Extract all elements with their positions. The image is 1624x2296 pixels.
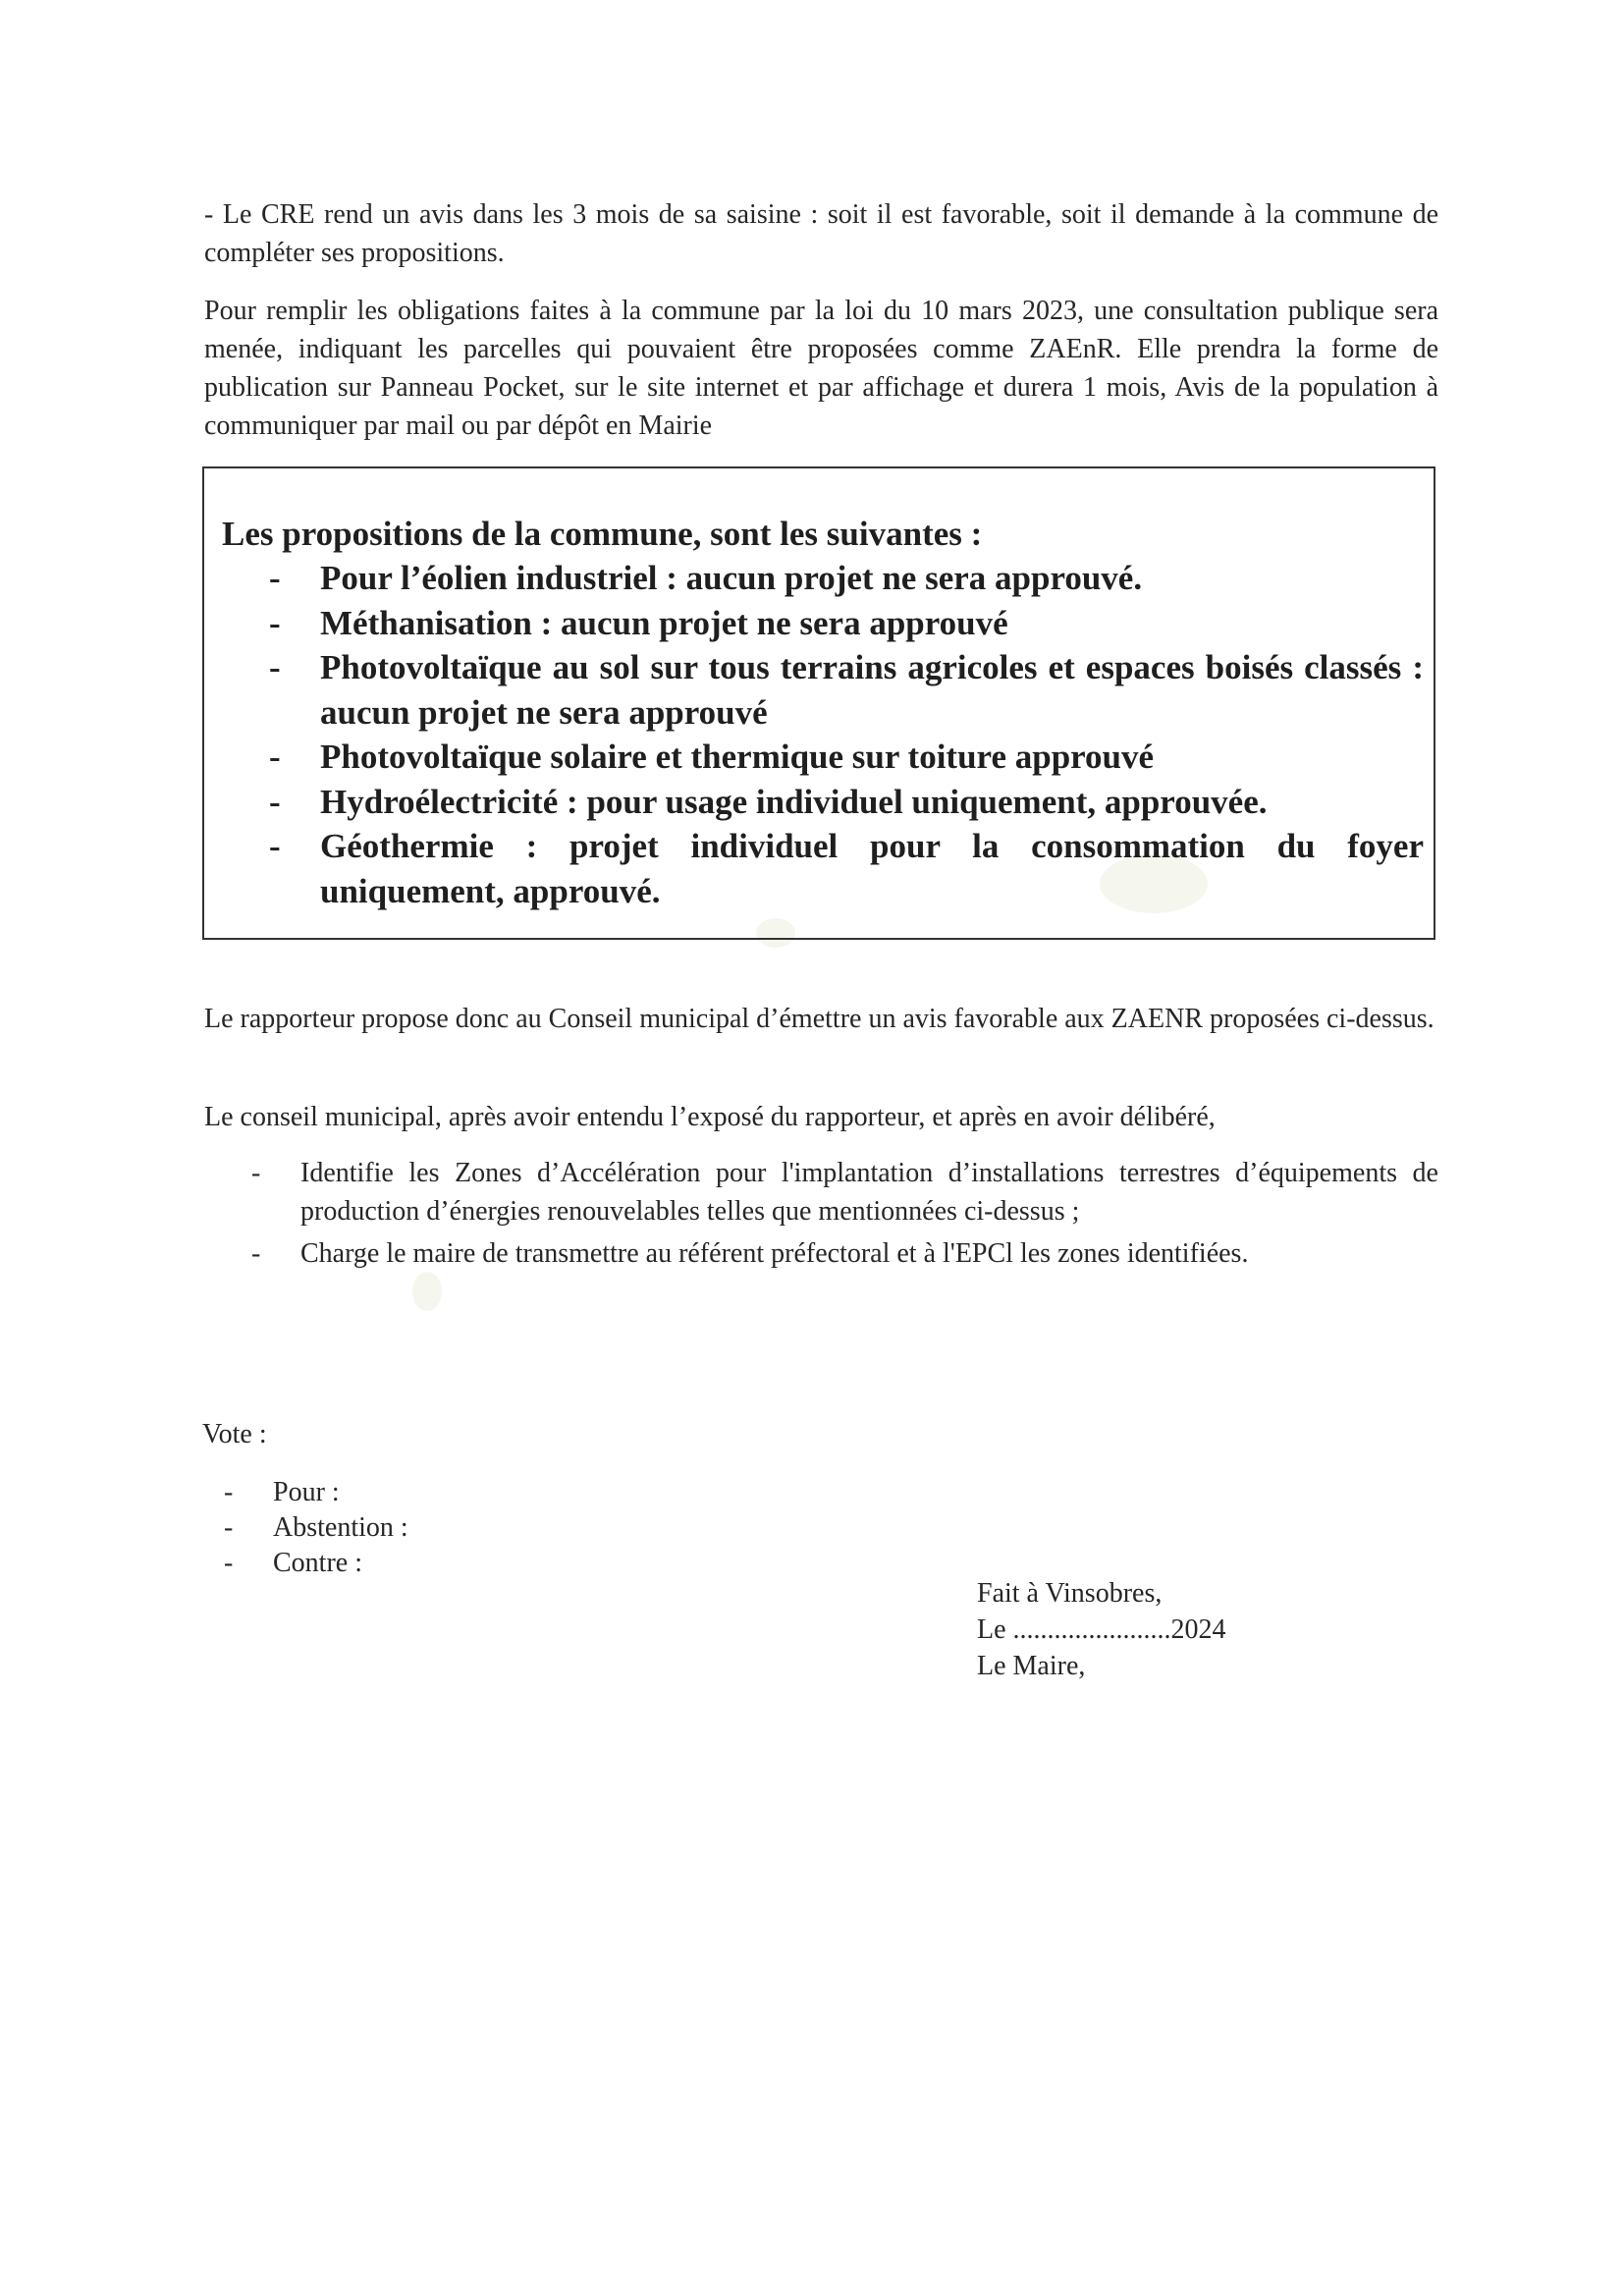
scan-smudge xyxy=(412,1272,442,1311)
list-dash: - xyxy=(269,782,281,821)
paragraph-cre: - Le CRE rend un avis dans les 3 mois de sa saisine : soit il est favorable, soit il demande à la commune de compléter ses propositions. xyxy=(204,199,1438,268)
vote-label: Vote : xyxy=(202,1419,267,1449)
proposition-text: Hydroélectricité : pour usage individuel uniquement, approuvée. xyxy=(320,782,1268,821)
propositions-list xyxy=(204,556,1437,913)
paragraph-rapporteur: Le rapporteur propose donc au Conseil municipal d’émettre un avis favorable aux ZAENR proposées ci-dessus. xyxy=(204,1004,1435,1034)
vote-text: Abstention : xyxy=(273,1512,408,1543)
list-dash: - xyxy=(269,559,281,597)
list-dash: - xyxy=(251,1158,261,1188)
proposition-text: Géothermie : projet individuel pour la consommation du foyer uniquement, approuvé. xyxy=(320,827,1424,910)
proposition-text: Photovoltaïque au sol sur tous terrains agricoles et espaces boisés classés : aucun projet ne sera approuvé xyxy=(320,648,1424,732)
list-dash: - xyxy=(224,1512,234,1543)
vote-item-abstention xyxy=(222,1510,408,1546)
proposition-item xyxy=(204,824,1437,913)
signature-place: Fait à Vinsobres, xyxy=(977,1578,1163,1609)
proposition-text: Pour l’éolien industriel : aucun projet ne sera approuvé. xyxy=(320,559,1143,597)
proposition-item xyxy=(204,601,1437,646)
decision-list xyxy=(245,1154,1438,1273)
propositions-box xyxy=(202,466,1435,940)
signature-date: Le .......................2024 xyxy=(977,1614,1226,1645)
list-dash: - xyxy=(269,603,281,642)
vote-text: Contre : xyxy=(273,1548,362,1578)
signature-role: Le Maire, xyxy=(977,1651,1086,1681)
vote-item-contre xyxy=(222,1546,408,1581)
paragraph-consultation: Pour remplir les obligations faites à la commune par la loi du 10 mars 2023, une consultation publique sera menée, indiquant les parcelles qui pouvaient être proposées comme ZAEnR. Elle prendra la forme de publication sur Panneau Pocket, sur le site internet et par affichage et durera 1 mois, Avis de la population à communiquer par mail ou par dépôt en Mairie xyxy=(204,296,1438,441)
decision-text: Identifie les Zones d’Accélération pour l'implantation d’installations terrestres d’équipements de production d’énergies renouvelables telles que mentionnées ci-dessus ; xyxy=(300,1158,1438,1227)
vote-list xyxy=(222,1475,408,1581)
proposition-item xyxy=(204,780,1437,825)
decision-item xyxy=(245,1154,1438,1230)
decision-text: Charge le maire de transmettre au référent préfectoral et à l'EPCl les zones identifiées. xyxy=(300,1238,1249,1269)
list-dash: - xyxy=(269,827,281,865)
paragraph-conseil: Le conseil municipal, après avoir entendu l’exposé du rapporteur, et après en avoir délibéré, xyxy=(204,1102,1216,1132)
proposition-item xyxy=(204,645,1437,735)
list-dash: - xyxy=(224,1548,234,1578)
vote-text: Pour : xyxy=(273,1477,340,1507)
proposition-item xyxy=(204,735,1437,780)
proposition-text: Photovoltaïque solaire et thermique sur toiture approuvé xyxy=(320,738,1155,776)
vote-item-pour xyxy=(222,1475,408,1510)
list-dash: - xyxy=(269,738,281,776)
propositions-title: Les propositions de la commune, sont les suivantes : xyxy=(222,515,983,553)
list-dash: - xyxy=(269,648,281,686)
proposition-item xyxy=(204,556,1437,601)
proposition-text: Méthanisation : aucun projet ne sera approuvé xyxy=(320,603,1008,642)
list-dash: - xyxy=(251,1238,261,1269)
decision-item xyxy=(245,1234,1438,1273)
list-dash: - xyxy=(224,1477,234,1507)
signature-block xyxy=(977,1575,1226,1684)
